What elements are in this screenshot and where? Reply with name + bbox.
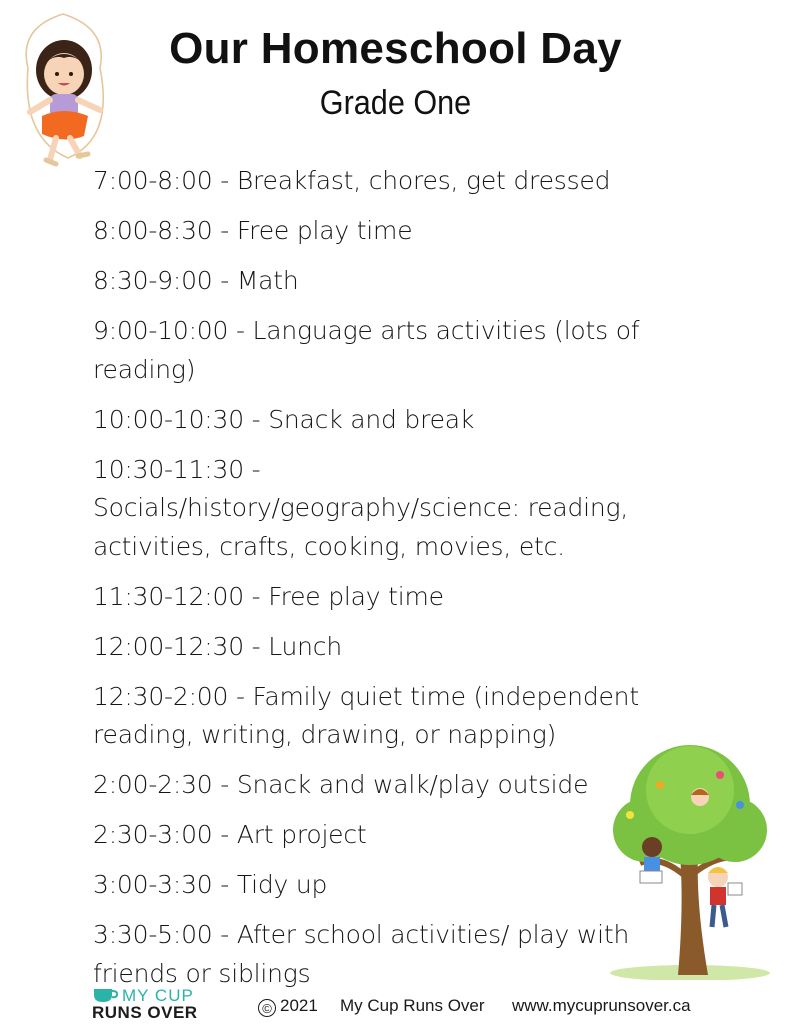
schedule-item: 2:00-2:30 - Snack and walk/play outside [93,770,589,799]
footer-url: www.mycuprunsover.ca [512,996,691,1015]
page-title: Our Homeschool Day [169,24,622,73]
schedule-item: 10:30-11:30 - Socials/history/geography/science: reading, activities, crafts, cooking, movies, etc. [93,454,629,561]
schedule-item: 3:30-5:00 - After school activities/ play with friends or siblings [93,920,630,988]
logo-text-bottom: RUNS OVER [92,1003,198,1022]
teacup-icon [92,987,118,1003]
schedule-item: 7:00-8:00 - Breakfast, chores, get dressed [93,166,611,195]
schedule-item: 8:30-9:00 - Math [93,266,299,295]
schedule-item: 12:00-12:30 - Lunch [93,631,342,661]
children-in-tree-illustration [600,735,780,980]
copyright-notice [258,996,318,1017]
page-subtitle: Grade One [319,84,472,122]
schedule-item: 9:00-10:00 - Language arts activities (lots of reading) [93,316,640,384]
schedule-item: 10:00-10:30 - Snack and break [93,404,475,434]
schedule-item: 8:00-8:30 - Free play time [93,216,413,245]
footer-brand: My Cup Runs Over [340,996,485,1015]
schedule-item: 11:30-12:00 - Free play time [93,581,444,611]
schedule-item: 12:30-2:00 - Family quiet time (independent reading, writing, drawing, or napping) [93,681,639,749]
copyright-year: 2021 [280,996,318,1015]
brand-logo [92,986,222,1022]
copyright-symbol: © [258,999,276,1017]
schedule-list [93,162,653,1005]
schedule-item: 3:00-3:30 - Tidy up [93,870,328,899]
schedule-item: 2:30-3:00 - Art project [93,820,367,849]
logo-text-top: MY CUP [122,986,194,1005]
